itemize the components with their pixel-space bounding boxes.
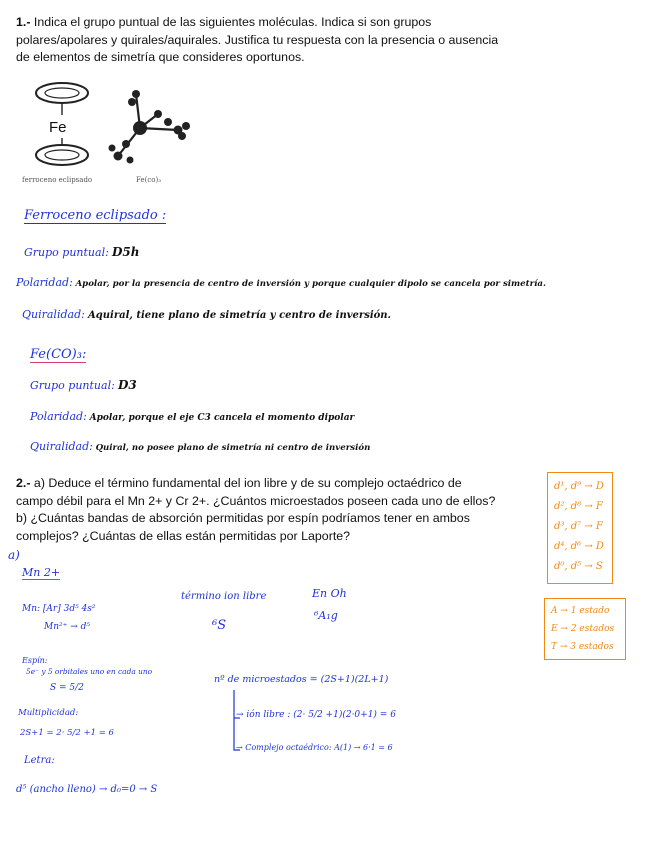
ferrocene-polarity-text: Apolar, por la presencia de centro de inversión y porque cualquier dipolo se cancela por simetría. (75, 279, 546, 289)
question-2-line-1: 2.- a) Deduce el término fundamental del ion libre y de su complejo octaédrico de (16, 476, 462, 490)
ferrocene-chirality-line (22, 308, 391, 321)
question-1-line-3: de elementos de simetría que consideres oportunos. (16, 50, 305, 64)
fe-co3-caption: Fe(co)₃ (136, 176, 162, 184)
question-2 (16, 475, 536, 545)
term-letter-box (547, 472, 613, 584)
term-letter-row: d¹, d⁹ → D (554, 481, 604, 492)
ferrocene-polarity-line (16, 276, 546, 289)
octahedral-term: ⁶A₁g (314, 609, 338, 622)
octahedral-title: En Oh (312, 587, 347, 600)
multiplicity-label: Multiplicidad: (18, 708, 79, 718)
ion-heading: Mn 2+ (22, 566, 61, 579)
ferrocene-chirality-label: Quiralidad: (22, 308, 85, 321)
electron-config-2: Mn²⁺ → d⁵ (44, 622, 91, 632)
free-ion-microstates: → ión libre : (2· 5/2 +1)(2·0+1) = 6 (236, 710, 396, 720)
symmetry-states-box (544, 598, 626, 660)
ferrocene-chirality-text: Aquiral, tiene plano de simetría y centro de inversión. (88, 310, 392, 321)
feco-group-label: Grupo puntual: (30, 379, 115, 392)
question-2-line-2: campo débil para el Mn 2+ y Cr 2+. ¿Cuántos microestados poseen cada uno de ellos? (16, 493, 496, 508)
feco-chirality-line (30, 440, 370, 453)
ferrocene-caption: ferroceno eclipsado (22, 176, 93, 184)
question-2-number: 2.- (16, 476, 31, 490)
feco-polarity-text: Apolar, porque el eje C3 cancela el momento dipolar (89, 413, 355, 423)
question-2-line-4: complejos? ¿Cuántas de ellas están permitidas por Laporte? (16, 528, 351, 543)
feco-group-line (30, 378, 137, 392)
feco-polarity-line (30, 410, 354, 423)
question-1-number: 1.- (16, 15, 31, 29)
term-letter-row: d³, d⁷ → F (554, 521, 603, 532)
ferrocene-polarity-label: Polaridad: (16, 276, 73, 289)
fe-co3-figure (106, 86, 192, 170)
feco-heading: Fe(CO)₃: (30, 347, 87, 362)
spin-value: S = 5/2 (50, 683, 84, 693)
ferrocene-heading: Ferroceno eclipsado : (24, 208, 167, 223)
symmetry-states-row: T → 3 estados (551, 642, 614, 652)
feco-chirality-text: Quiral, no posee plano de simetría ni centro de inversión (95, 443, 371, 453)
spin-label: Espín: (22, 656, 48, 665)
ferrocene-group-line (24, 245, 139, 259)
microstates-formula: nº de microestados = (2S+1)(2L+1) (214, 674, 389, 685)
letter-value: d⁵ (ancho lleno) → d₀=0 → S (16, 784, 158, 795)
feco-group-value: D3 (117, 378, 137, 392)
ferrocene-group-label: Grupo puntual: (24, 246, 109, 259)
term-letter-row: d², d⁸ → F (554, 501, 603, 512)
question-1 (16, 14, 556, 67)
answer-2-part-label: a) (8, 548, 20, 562)
multiplicity-value: 2S+1 = 2· 5/2 +1 = 6 (20, 728, 114, 738)
symmetry-states-row: A → 1 estado (551, 606, 610, 616)
term-letter-row: d⁴, d⁶ → D (554, 541, 604, 552)
question-2-line-3: b) ¿Cuántas bandas de absorción permitidas por espín podríamos tener en ambos (16, 511, 470, 525)
free-ion-term: ⁶S (212, 618, 227, 633)
spin-text: 5e⁻ y 5 orbitales uno en cada uno (26, 667, 153, 676)
ferrocene-group-value: D5h (111, 245, 140, 259)
feco-chirality-label: Quiralidad: (30, 440, 93, 453)
term-letter-row: d⁰, d⁵ → S (554, 561, 603, 572)
electron-config-1: Mn: [Ar] 3d⁵ 4s² (22, 604, 96, 614)
octahedral-microstates: → Complejo octaédrico: A(1) → 6·1 = 6 (236, 743, 393, 752)
ferrocene-atom-label: Fe (49, 119, 67, 136)
symmetry-states-row: E → 2 estados (551, 624, 615, 634)
question-1-line-2: polares/apolares y quirales/aquirales. Justifica tu respuesta con la presencia o ausencia (16, 32, 499, 47)
free-ion-title: término ion libre (181, 591, 267, 602)
letter-label: Letra: (24, 755, 55, 766)
feco-polarity-label: Polaridad: (30, 410, 87, 423)
question-1-line-1: 1.- Indica el grupo puntual de las siguientes moléculas. Indica si son grupos (16, 15, 432, 29)
